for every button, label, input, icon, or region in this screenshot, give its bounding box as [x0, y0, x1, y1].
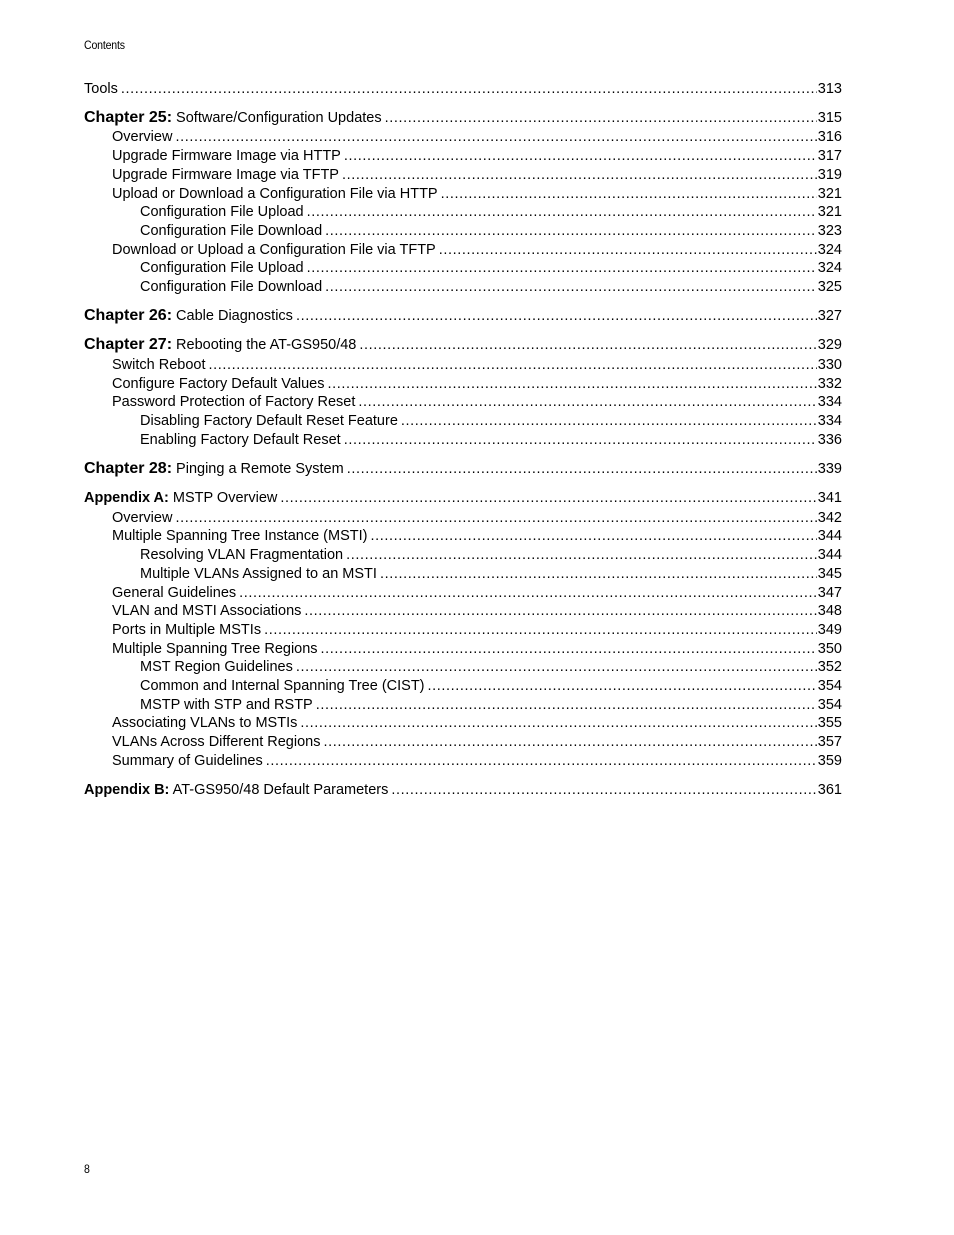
toc-entry-text: Tools: [84, 81, 118, 97]
dot-leader: [304, 602, 816, 621]
toc-entry-title: [140, 412, 398, 431]
dot-leader: [325, 278, 817, 297]
toc-entry-page: 334: [817, 413, 842, 429]
toc-entry-title: [140, 278, 322, 297]
toc-entry-title: [140, 546, 343, 565]
toc-entry-title: [112, 128, 172, 147]
toc-entry-text: Configure Factory Default Values: [112, 376, 325, 392]
dot-leader: [380, 565, 817, 584]
toc-entry[interactable]: [84, 565, 842, 584]
toc-entry[interactable]: [84, 166, 842, 185]
toc-entry-text: Associating VLANs to MSTIs: [112, 715, 298, 731]
dot-leader: [323, 733, 816, 752]
toc-entry-text: Software/Configuration Updates: [172, 110, 382, 126]
toc-entry-page: 348: [817, 603, 842, 619]
toc-entry-page: 329: [817, 337, 842, 353]
toc-entry-page: 350: [817, 641, 842, 657]
dot-leader: [280, 489, 816, 508]
toc-appendix-entry[interactable]: [84, 489, 842, 508]
toc-entry[interactable]: [84, 203, 842, 222]
dot-leader: [300, 714, 816, 733]
toc-entry-prefix: Chapter 28:: [84, 460, 173, 477]
toc-entry[interactable]: [84, 80, 842, 99]
toc-entry[interactable]: [84, 412, 842, 431]
dot-leader: [391, 781, 816, 800]
toc-entry-title: [112, 185, 438, 204]
toc-entry-title: [140, 658, 293, 677]
toc-entry-page: 325: [817, 279, 842, 295]
dot-leader: [175, 509, 816, 528]
toc-entry[interactable]: [84, 259, 842, 278]
toc-chapter-entry[interactable]: [84, 336, 842, 355]
toc-entry-text: MSTP Overview: [168, 490, 278, 506]
toc-entry[interactable]: [84, 621, 842, 640]
dot-leader: [370, 527, 816, 546]
toc-chapter-entry[interactable]: [84, 307, 842, 326]
toc-entry-page: 330: [817, 357, 842, 373]
toc-entry-text: Configuration File Download: [140, 223, 323, 239]
toc-entry[interactable]: [84, 546, 842, 565]
toc-entry-text: Multiple Spanning Tree Instance (MSTI): [112, 528, 368, 544]
toc-entry-title: [84, 80, 118, 99]
dot-leader: [307, 203, 817, 222]
dot-leader: [359, 336, 816, 355]
toc-entry-text: Overview: [112, 510, 173, 526]
toc-entry-text: Summary of Guidelines: [112, 753, 263, 769]
toc-entry-page: 354: [817, 697, 842, 713]
toc-entry-page: 336: [817, 432, 842, 448]
toc-entry-title: [112, 375, 325, 394]
toc-entry-title: [84, 459, 344, 479]
toc-entry[interactable]: [84, 356, 842, 375]
toc-entry-page: 313: [817, 81, 842, 97]
toc-entry-text: Cable Diagnostics: [172, 308, 293, 324]
dot-leader: [264, 621, 817, 640]
toc-entry-title: [140, 203, 304, 222]
toc-entry-prefix: Chapter 26:: [84, 307, 173, 324]
toc-entry-title: [112, 752, 263, 771]
toc-entry-text: Upgrade Firmware Image via TFTP: [112, 167, 339, 183]
toc-entry-page: 321: [817, 186, 842, 202]
toc-entry-text: Multiple Spanning Tree Regions: [112, 641, 318, 657]
toc-entry-text: Upgrade Firmware Image via HTTP: [112, 148, 341, 164]
toc-entry[interactable]: [84, 640, 842, 659]
toc-entry-title: [112, 584, 236, 603]
toc-entry-page: 339: [817, 461, 842, 477]
toc-entry-title: [84, 108, 382, 128]
toc-entry[interactable]: [84, 527, 842, 546]
toc-entry-text: VLAN and MSTI Associations: [112, 603, 302, 619]
toc-entry-page: 359: [817, 753, 842, 769]
dot-leader: [307, 259, 817, 278]
toc-entry-text: Rebooting the AT-GS950/48: [172, 337, 357, 353]
dot-leader: [321, 640, 817, 659]
dot-leader: [239, 584, 817, 603]
toc-appendix-entry[interactable]: [84, 781, 842, 800]
toc-entry-page: 315: [817, 110, 842, 126]
toc-entry-title: [140, 565, 377, 584]
dot-leader: [175, 128, 816, 147]
toc-entry-text: Configuration File Upload: [140, 260, 304, 276]
toc-entry-prefix: Appendix B:: [84, 782, 170, 798]
toc-entry-page: 355: [817, 715, 842, 731]
toc-entry[interactable]: [84, 509, 842, 528]
toc-entry-title: [112, 527, 367, 546]
toc-entry-page: 319: [817, 167, 842, 183]
toc-entry-title: [112, 509, 172, 528]
toc-entry-page: 345: [817, 566, 842, 582]
dot-leader: [347, 460, 817, 479]
toc-entry-page: 332: [817, 376, 842, 392]
toc-entry[interactable]: [84, 393, 842, 412]
dot-leader: [266, 752, 817, 771]
toc-entry-title: [112, 640, 318, 659]
dot-leader: [385, 109, 817, 128]
toc-entry[interactable]: [84, 222, 842, 241]
toc-chapter-entry[interactable]: [84, 460, 842, 479]
dot-leader: [358, 393, 816, 412]
toc-entry-text: Pinging a Remote System: [172, 461, 344, 477]
toc-entry-text: MST Region Guidelines: [140, 659, 293, 675]
dot-leader: [344, 431, 817, 450]
toc-entry-title: [84, 781, 388, 800]
toc-entry[interactable]: [84, 714, 842, 733]
toc-entry[interactable]: [84, 677, 842, 696]
toc-entry-prefix: Appendix A:: [84, 490, 169, 506]
toc-entry-text: Enabling Factory Default Reset: [140, 432, 341, 448]
toc-entry-page: 324: [817, 242, 842, 258]
toc-entry-title: [112, 393, 355, 412]
toc-entry-page: 344: [817, 547, 842, 563]
dot-leader: [296, 658, 817, 677]
toc-entry[interactable]: [84, 278, 842, 297]
dot-leader: [296, 307, 817, 326]
toc-entry-text: Disabling Factory Default Reset Feature: [140, 413, 398, 429]
toc-entry-title: [112, 147, 341, 166]
toc-entry-title: [112, 714, 297, 733]
toc-entry-text: MSTP with STP and RSTP: [140, 697, 313, 713]
toc-entry-text: Download or Upload a Configuration File via TFTP: [112, 242, 436, 258]
running-header: Contents: [84, 38, 125, 52]
toc-entry-page: 357: [817, 734, 842, 750]
toc-entry-text: General Guidelines: [112, 585, 237, 601]
toc-entry-title: [84, 335, 356, 355]
toc-entry-page: 341: [817, 490, 842, 506]
toc-entry-title: [140, 677, 425, 696]
toc-entry-page: 323: [817, 223, 842, 239]
toc-entry[interactable]: [84, 733, 842, 752]
dot-leader: [328, 375, 817, 394]
toc-entry-page: 324: [817, 260, 842, 276]
toc-entry-text: VLANs Across Different Regions: [112, 734, 321, 750]
toc-entry-title: [112, 621, 261, 640]
toc-entry[interactable]: [84, 128, 842, 147]
toc-entry-text: Resolving VLAN Fragmentation: [140, 547, 344, 563]
toc-entry[interactable]: [84, 241, 842, 260]
toc-entry-title: [140, 222, 322, 241]
toc-entry-text: Multiple VLANs Assigned to an MSTI: [140, 566, 377, 582]
toc-entry-text: Common and Internal Spanning Tree (CIST): [140, 678, 425, 694]
toc-entry-page: 344: [817, 528, 842, 544]
page-number: 8: [84, 1162, 90, 1176]
toc-entry-text: Upload or Download a Configuration File via HTTP: [112, 186, 438, 202]
toc-entry-page: 334: [817, 394, 842, 410]
toc-chapter-entry[interactable]: [84, 109, 842, 128]
toc-entry[interactable]: [84, 584, 842, 603]
toc-entry-title: [84, 306, 293, 326]
toc-entry-text: Switch Reboot: [112, 357, 206, 373]
toc-entry[interactable]: [84, 185, 842, 204]
toc-entry-title: [112, 241, 436, 260]
dot-leader: [121, 80, 817, 99]
dot-leader: [325, 222, 817, 241]
toc-entry-title: [112, 602, 301, 621]
toc-entry-title: [140, 431, 341, 450]
toc-entry-text: AT-GS950/48 Default Parameters: [169, 782, 389, 798]
toc-entry-text: Configuration File Download: [140, 279, 323, 295]
toc-entry[interactable]: [84, 375, 842, 394]
dot-leader: [316, 696, 817, 715]
dot-leader: [346, 546, 817, 565]
toc-entry[interactable]: [84, 602, 842, 621]
toc-entry-page: 317: [817, 148, 842, 164]
toc-entry-title: [112, 166, 339, 185]
toc-entry-title: [112, 356, 206, 375]
toc-entry-text: Password Protection of Factory Reset: [112, 394, 356, 410]
toc-entry-page: 347: [817, 585, 842, 601]
toc-entry-page: 321: [817, 204, 842, 220]
dot-leader: [209, 356, 817, 375]
dot-leader: [342, 166, 817, 185]
toc-entry[interactable]: [84, 696, 842, 715]
toc-entry-title: [112, 733, 320, 752]
toc-entry-text: Overview: [112, 129, 173, 145]
toc-entry-page: 342: [817, 510, 842, 526]
toc-entry-title: [140, 259, 304, 278]
toc-entry-page: 361: [817, 782, 842, 798]
toc-entry-page: 327: [817, 308, 842, 324]
dot-leader: [344, 147, 817, 166]
toc-entry-title: [140, 696, 313, 715]
toc-entry-text: Ports in Multiple MSTIs: [112, 622, 262, 638]
toc-entry[interactable]: [84, 147, 842, 166]
toc-entry-text: Configuration File Upload: [140, 204, 304, 220]
toc-entry-page: 316: [817, 129, 842, 145]
dot-leader: [428, 677, 817, 696]
toc-entry[interactable]: [84, 752, 842, 771]
toc-entry-page: 354: [817, 678, 842, 694]
dot-leader: [441, 185, 817, 204]
toc-entry-title: [84, 489, 277, 508]
dot-leader: [439, 241, 817, 260]
toc-entry-page: 349: [817, 622, 842, 638]
toc-entry[interactable]: [84, 431, 842, 450]
toc-entry-prefix: Chapter 25:: [84, 109, 173, 126]
toc-entry[interactable]: [84, 658, 842, 677]
toc-entry-page: 352: [817, 659, 842, 675]
dot-leader: [401, 412, 817, 431]
toc-entry-prefix: Chapter 27:: [84, 336, 173, 353]
